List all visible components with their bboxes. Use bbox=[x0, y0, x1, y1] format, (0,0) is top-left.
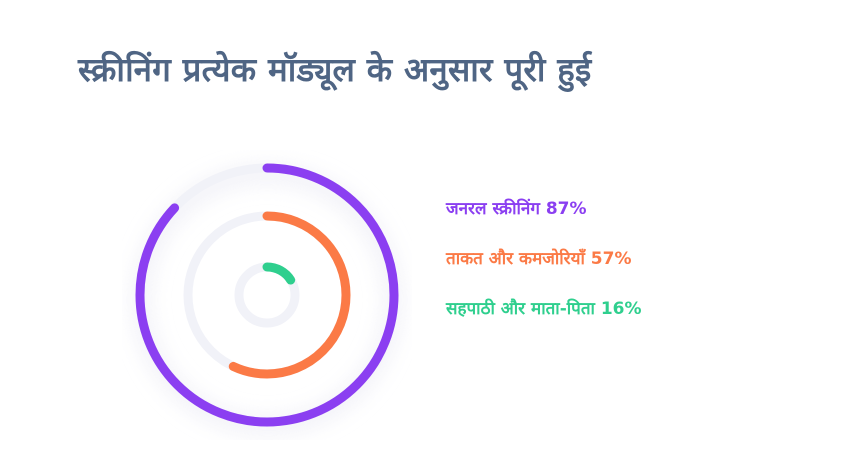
arc-general-screening bbox=[140, 168, 394, 422]
legend-item-general-screening: जनरल स्क्रीनिंग 87% bbox=[446, 199, 587, 219]
chart-title: स्क्रीनिंग प्रत्येक मॉड्यूल के अनुसार पूरी हुई bbox=[78, 50, 592, 89]
legend-item-strengths-weaknesses: ताकत और कमजोरियाँ 57% bbox=[446, 249, 632, 269]
legend bbox=[446, 196, 642, 346]
legend-item-peers-parents: सहपाठी और माता-पिता 16% bbox=[446, 299, 642, 319]
radial-chart bbox=[122, 150, 412, 440]
radial-chart-svg bbox=[122, 150, 412, 440]
